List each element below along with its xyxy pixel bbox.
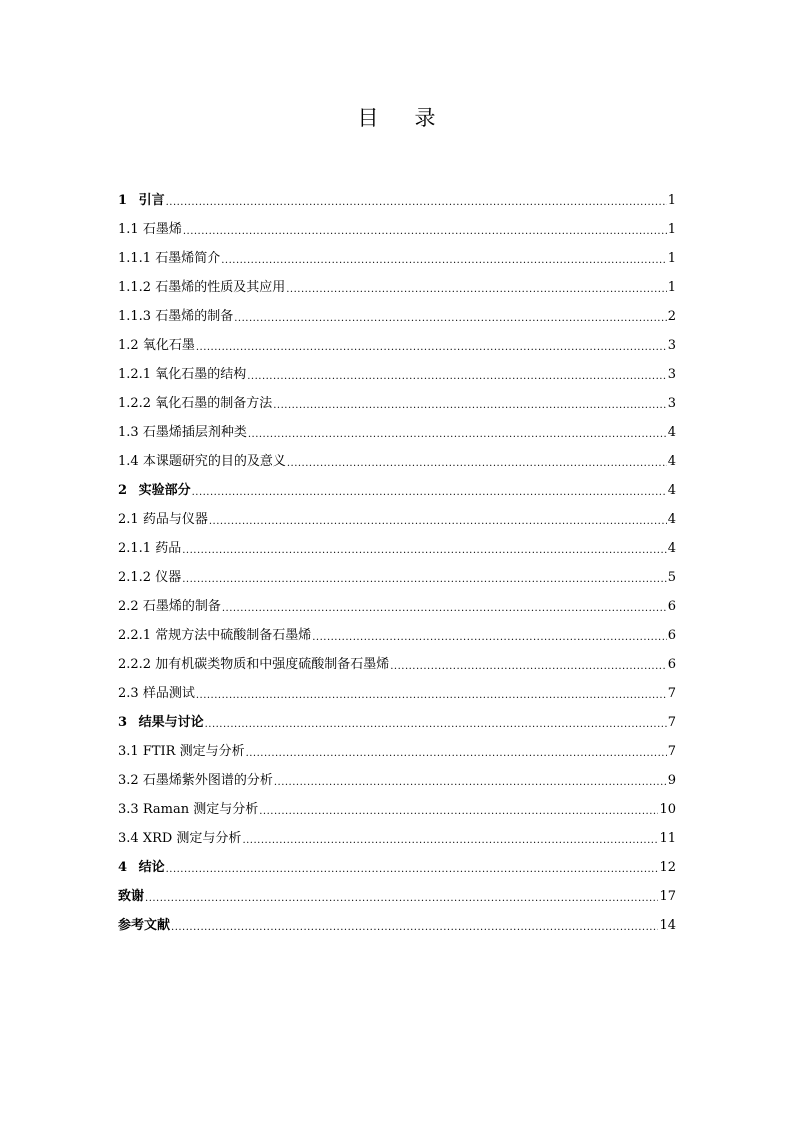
toc-entry-text: 石墨烯插层剂种类: [142, 424, 247, 440]
toc-entry[interactable]: [118, 302, 676, 331]
toc-entry-number: 3.3: [118, 801, 139, 817]
toc-entry[interactable]: [118, 331, 676, 360]
toc-dot-leader: [287, 456, 667, 472]
toc-entry-page-number: 9: [667, 772, 676, 788]
toc-entry-page-number: 4: [667, 482, 676, 498]
toc-entry[interactable]: [118, 650, 676, 679]
toc-entry-label: [118, 831, 241, 847]
toc-dot-leader: [182, 572, 666, 588]
toc-entry-number: 1.1.1: [118, 250, 152, 266]
toc-entry-label: [118, 599, 221, 615]
toc-entry-text: 氧化石墨的结构: [155, 366, 247, 382]
toc-entry-text: 仪器: [155, 569, 182, 585]
toc-entry[interactable]: [118, 621, 676, 650]
toc-entry-label: [118, 686, 195, 702]
toc-entry[interactable]: [118, 882, 676, 911]
toc-entry-text: 常规方法中硫酸制备石墨烯: [155, 627, 312, 643]
toc-entry-page-number: 17: [659, 888, 676, 904]
toc-entry-label: [118, 715, 204, 731]
toc-entry-text: 样品测试: [142, 685, 195, 701]
toc-entry-number: 2.1: [118, 511, 139, 527]
toc-entry-text: 参考文献: [118, 917, 171, 933]
toc-dot-leader: [390, 659, 666, 675]
toc-entry-text: 引言: [138, 192, 165, 208]
toc-entry-label: [118, 396, 272, 412]
toc-entry-label: [118, 367, 246, 383]
toc-entry[interactable]: [118, 795, 676, 824]
toc-dot-leader: [248, 427, 667, 443]
toc-entry-text: 氧化石墨的制备方法: [155, 395, 273, 411]
toc-entry-number: 4: [118, 859, 128, 875]
toc-entry-page-number: 10: [659, 801, 676, 817]
toc-entry-page-number: 1: [667, 221, 676, 237]
toc-entry-number: 3.2: [118, 772, 139, 788]
toc-dot-leader: [247, 369, 666, 385]
toc-entry-label: [118, 802, 258, 818]
toc-entry-text: 药品与仪器: [142, 511, 208, 527]
toc-dot-leader: [183, 224, 667, 240]
toc-entry-label: [118, 251, 220, 267]
toc-dot-leader: [222, 601, 667, 617]
toc-entry-text: 结果与讨论: [138, 714, 204, 730]
toc-entry-number: 2.2: [118, 598, 139, 614]
toc-entry-page-number: 6: [667, 656, 676, 672]
toc-entry[interactable]: [118, 592, 676, 621]
toc-entry-label: [118, 483, 191, 499]
toc-entry-text: 结论: [138, 859, 165, 875]
toc-entry-number: 1.1.3: [118, 308, 152, 324]
toc-dot-leader: [166, 195, 667, 211]
toc-entry-page-number: 7: [667, 743, 676, 759]
toc-entry[interactable]: [118, 737, 676, 766]
toc-entry-label: [118, 193, 165, 209]
toc-entry-number: 1.3: [118, 424, 139, 440]
toc-entry-page-number: 1: [667, 192, 676, 208]
toc-entry-number: 3.1: [118, 743, 139, 759]
toc-entry-label: [118, 628, 311, 644]
toc-entry-text: 石墨烯的制备: [142, 598, 221, 614]
toc-entry-page-number: 1: [667, 279, 676, 295]
toc-entry[interactable]: [118, 273, 676, 302]
toc-entry-page-number: 3: [667, 395, 676, 411]
toc-entry[interactable]: [118, 389, 676, 418]
toc-entry-text: 石墨烯: [142, 221, 182, 237]
toc-entry-page-number: 7: [667, 685, 676, 701]
toc-dot-leader: [209, 514, 667, 530]
toc-entry[interactable]: [118, 708, 676, 737]
toc-entry[interactable]: [118, 505, 676, 534]
page-title-right: 录: [414, 106, 436, 130]
toc-entry-page-number: 4: [667, 453, 676, 469]
toc-entry-page-number: 12: [659, 859, 676, 875]
toc-dot-leader: [196, 688, 667, 704]
toc-entry-text: 药品: [155, 540, 182, 556]
toc-entry-number: 2.3: [118, 685, 139, 701]
toc-entry-page-number: 2: [667, 308, 676, 324]
toc-entry-number: 2.1.1: [118, 540, 152, 556]
toc-entry-number: 2.2.1: [118, 627, 152, 643]
toc-entry-label: [118, 889, 144, 905]
toc-entry[interactable]: [118, 766, 676, 795]
toc-entry-page-number: 6: [667, 598, 676, 614]
toc-dot-leader: [246, 746, 667, 762]
toc-entry-number: 1.2.2: [118, 395, 152, 411]
toc-entry-number: 3.4: [118, 830, 139, 846]
toc-dot-leader: [192, 485, 667, 501]
toc-entry-label: [118, 860, 165, 876]
toc-entry-text: 加有机碳类物质和中强度硫酸制备石墨烯: [155, 656, 390, 672]
toc-entry-text: 氧化石墨: [142, 337, 195, 353]
toc-entry[interactable]: [118, 476, 676, 505]
toc-entry-number: 1.2: [118, 337, 139, 353]
toc-entry-text: 石墨烯的制备: [155, 308, 234, 324]
toc-entry-label: [118, 309, 233, 325]
page-title: [0, 105, 793, 131]
toc-entry-text: 石墨烯的性质及其应用: [155, 279, 286, 295]
toc-entry[interactable]: [118, 447, 676, 476]
toc-entry-page-number: 5: [667, 569, 676, 585]
toc-dot-leader: [182, 543, 666, 559]
toc-entry[interactable]: [118, 911, 676, 940]
toc-dot-leader: [312, 630, 666, 646]
toc-entry-page-number: 1: [667, 250, 676, 266]
toc-entry[interactable]: [118, 244, 676, 273]
toc-dot-leader: [171, 920, 658, 936]
toc-entry-text: 本课题研究的目的及意义: [142, 453, 286, 469]
toc-entry-number: 1.4: [118, 453, 139, 469]
toc-entry-number: 1.1.2: [118, 279, 152, 295]
toc-entry-text: 石墨烯紫外图谱的分析: [142, 772, 273, 788]
toc-dot-leader: [273, 398, 666, 414]
toc-entry-label: [118, 425, 247, 441]
toc-dot-leader: [274, 775, 667, 791]
toc-dot-leader: [221, 253, 666, 269]
toc-entry-text: 致谢: [118, 888, 145, 904]
toc-entry-label: [118, 918, 170, 934]
toc-entry-label: [118, 657, 389, 673]
toc-entry-page-number: 4: [667, 424, 676, 440]
toc-entry[interactable]: [118, 563, 676, 592]
toc-dot-leader: [205, 717, 667, 733]
toc-entry-number: 1: [118, 192, 128, 208]
toc-entry-text: FTIR 测定与分析: [142, 743, 245, 759]
toc-dot-leader: [259, 804, 658, 820]
toc-entry-page-number: 11: [659, 830, 676, 846]
toc-dot-leader: [242, 833, 658, 849]
toc-entry-page-number: 3: [667, 337, 676, 353]
toc-entry-text: 实验部分: [138, 482, 191, 498]
toc-entry-text: 石墨烯简介: [155, 250, 221, 266]
toc-dot-leader: [234, 311, 666, 327]
toc-entry-label: [118, 222, 182, 238]
toc-entry-label: [118, 338, 195, 354]
toc-entry-number: 3: [118, 714, 128, 730]
toc-entry[interactable]: [118, 824, 676, 853]
toc-entry-label: [118, 773, 273, 789]
page-title-left: 目: [357, 106, 379, 130]
toc-entry-number: 2.1.2: [118, 569, 152, 585]
toc-entry-number: 1.2.1: [118, 366, 152, 382]
toc-entry[interactable]: [118, 534, 676, 563]
toc-entry-label: [118, 454, 286, 470]
toc-entry-label: [118, 280, 285, 296]
toc-entry-text: Raman 测定与分析: [142, 801, 259, 817]
toc-entry-page-number: 7: [667, 714, 676, 730]
toc-entry-page-number: 6: [667, 627, 676, 643]
toc-entry[interactable]: [118, 418, 676, 447]
toc-entry[interactable]: [118, 679, 676, 708]
toc-dot-leader: [196, 340, 667, 356]
toc-entry[interactable]: [118, 853, 676, 882]
toc-entry-page-number: 4: [667, 540, 676, 556]
toc-entry[interactable]: [118, 360, 676, 389]
toc-entry-label: [118, 570, 181, 586]
toc-dot-leader: [145, 891, 658, 907]
toc-dot-leader: [166, 862, 659, 878]
toc-entry-page-number: 4: [667, 511, 676, 527]
toc-entry[interactable]: [118, 215, 676, 244]
toc-entry-page-number: 3: [667, 366, 676, 382]
toc-entry-label: [118, 512, 208, 528]
toc-entry-page-number: 14: [659, 917, 676, 933]
toc-entry-text: XRD 测定与分析: [142, 830, 242, 846]
toc-entry-label: [118, 541, 181, 557]
toc-entry-number: 1.1: [118, 221, 139, 237]
table-of-contents: [118, 186, 676, 940]
toc-entry[interactable]: [118, 186, 676, 215]
toc-entry-number: 2: [118, 482, 128, 498]
toc-entry-label: [118, 744, 245, 760]
toc-dot-leader: [286, 282, 666, 298]
toc-entry-number: 2.2.2: [118, 656, 152, 672]
